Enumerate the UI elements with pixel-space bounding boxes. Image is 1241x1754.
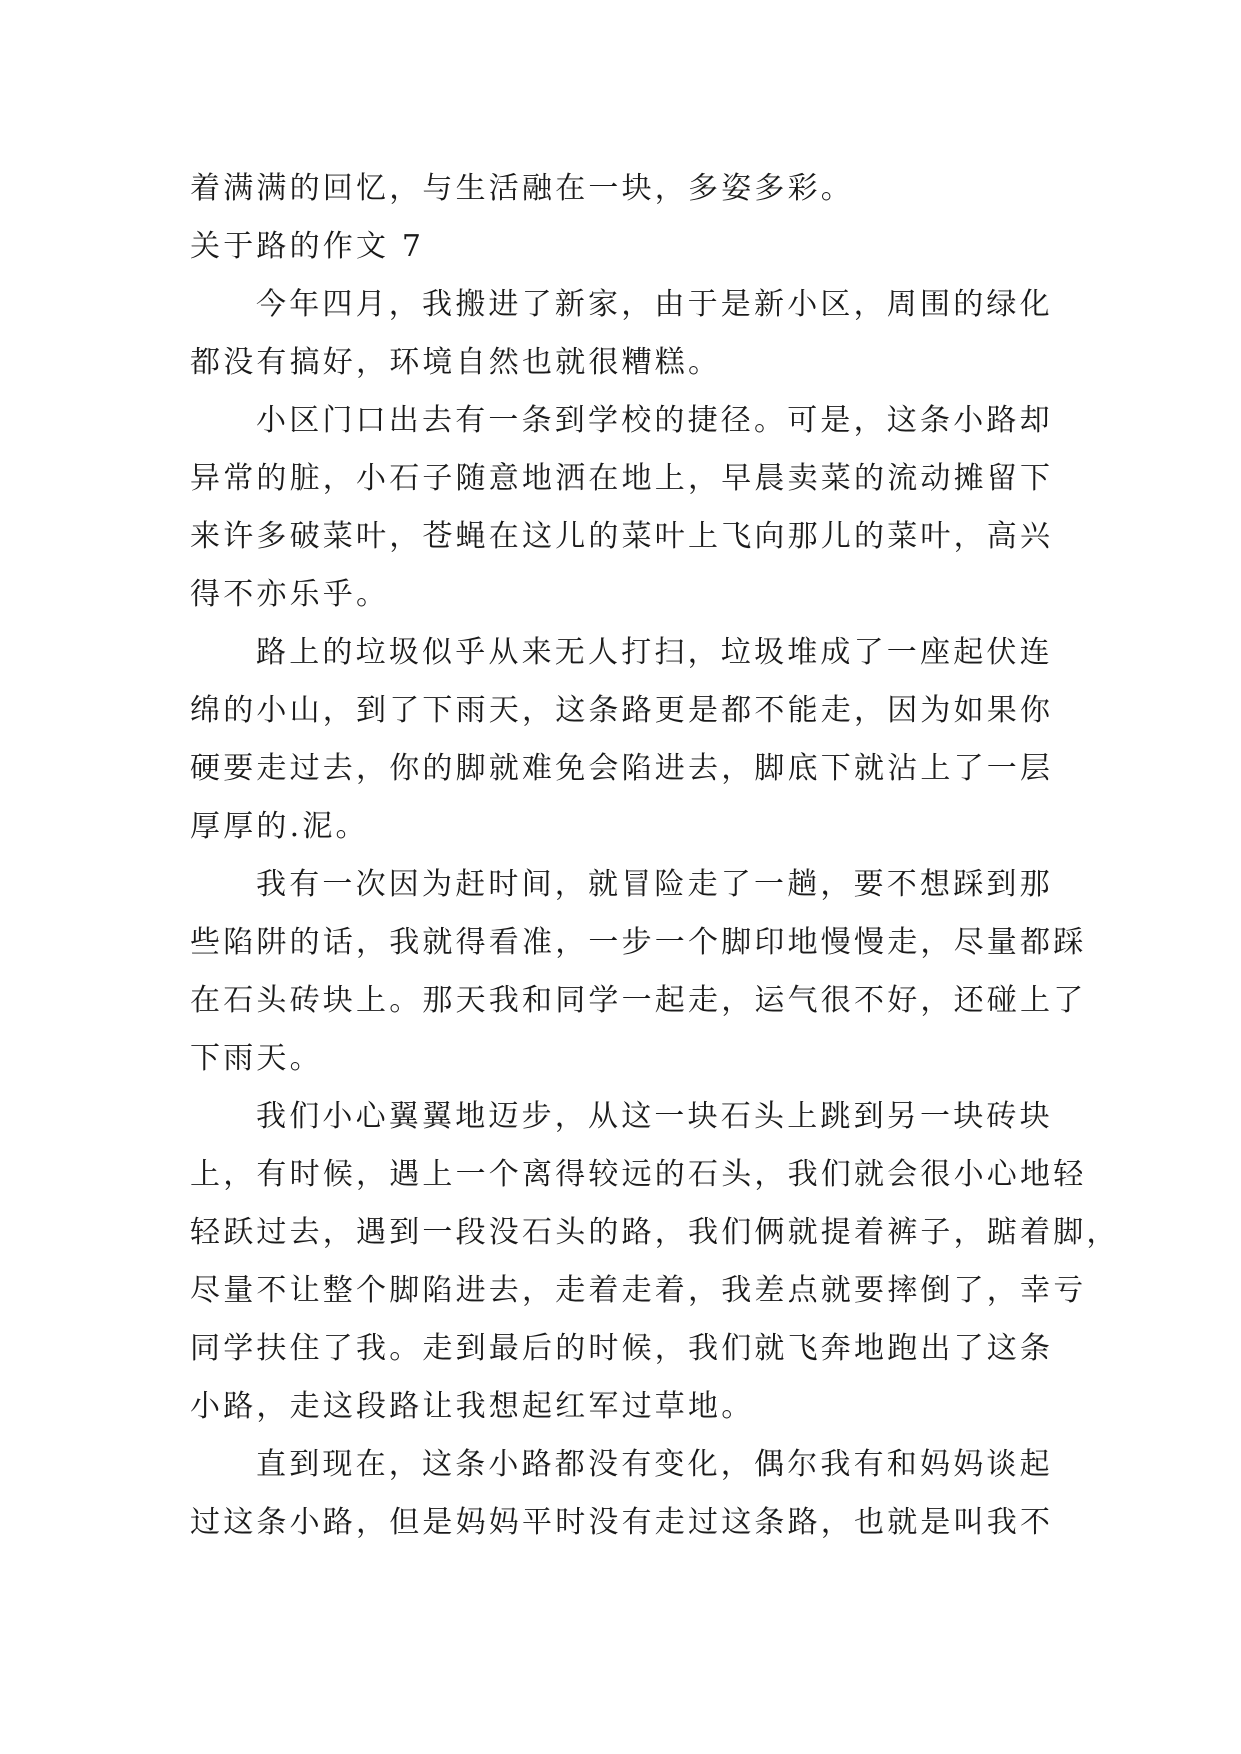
section-title: 关于路的作文 7 (190, 229, 425, 264)
paragraph-line: 得不亦乐乎。 (190, 577, 390, 612)
paragraph-line: 小区门口出去有一条到学校的捷径。可是，这条小路却 (256, 403, 1053, 438)
paragraph-line: 我们小心翼翼地迈步，从这一块石头上跳到另一块砖块 (256, 1099, 1053, 1134)
paragraph-line: 上，有时候，遇上一个离得较远的石头，我们就会很小心地轻 (190, 1157, 1087, 1192)
paragraph-3 (190, 624, 1054, 856)
essay-body (190, 160, 1120, 1552)
paragraph-line: 直到现在，这条小路都没有变化，偶尔我有和妈妈谈起 (256, 1447, 1053, 1482)
continuation-line: 着满满的回忆，与生活融在一块，多姿多彩。 (190, 171, 854, 206)
paragraph-line: 异常的脏，小石子随意地洒在地上，早晨卖菜的流动摊留下 (190, 461, 1054, 496)
paragraph-line: 小路，走这段路让我想起红军过草地。 (190, 1389, 755, 1424)
paragraph-line: 厚厚的.泥。 (190, 809, 369, 844)
paragraph-line: 我有一次因为赶时间，就冒险走了一趟，要不想踩到那 (256, 867, 1053, 902)
paragraph-line: 绵的小山，到了下雨天，这条路更是都不能走，因为如果你 (190, 693, 1054, 728)
paragraph-1 (190, 276, 1053, 392)
paragraph-line: 今年四月，我搬进了新家，由于是新小区，周围的绿化 (256, 287, 1053, 322)
paragraph-4 (190, 856, 1087, 1088)
paragraph-line: 硬要走过去，你的脚就难免会陷进去，脚底下就沾上了一层 (190, 751, 1054, 786)
paragraph-line: 尽量不让整个脚陷进去，走着走着，我差点就要摔倒了，幸亏 (190, 1273, 1087, 1308)
paragraph-line: 路上的垃圾似乎从来无人打扫，垃圾堆成了一座起伏连 (256, 635, 1053, 670)
paragraph-line: 在石头砖块上。那天我和同学一起走，运气很不好，还碰上了 (190, 983, 1087, 1018)
paragraph-line: 轻跃过去，遇到一段没石头的路，我们俩就提着裤子，踮着脚， (190, 1215, 1120, 1250)
paragraph-6 (190, 1436, 1054, 1552)
paragraph-line: 下雨天。 (190, 1041, 323, 1076)
paragraph-line: 同学扶住了我。走到最后的时候，我们就飞奔地跑出了这条 (190, 1331, 1054, 1366)
paragraph-2 (190, 392, 1054, 624)
paragraph-line: 些陷阱的话，我就得看准，一步一个脚印地慢慢走，尽量都踩 (190, 925, 1087, 960)
paragraph-line: 过这条小路，但是妈妈平时没有走过这条路，也就是叫我不 (190, 1505, 1054, 1540)
paragraph-line: 来许多破菜叶，苍蝇在这儿的菜叶上飞向那儿的菜叶，高兴 (190, 519, 1054, 554)
paragraph-5 (190, 1088, 1120, 1436)
paragraph-line: 都没有搞好，环境自然也就很糟糕。 (190, 345, 722, 380)
